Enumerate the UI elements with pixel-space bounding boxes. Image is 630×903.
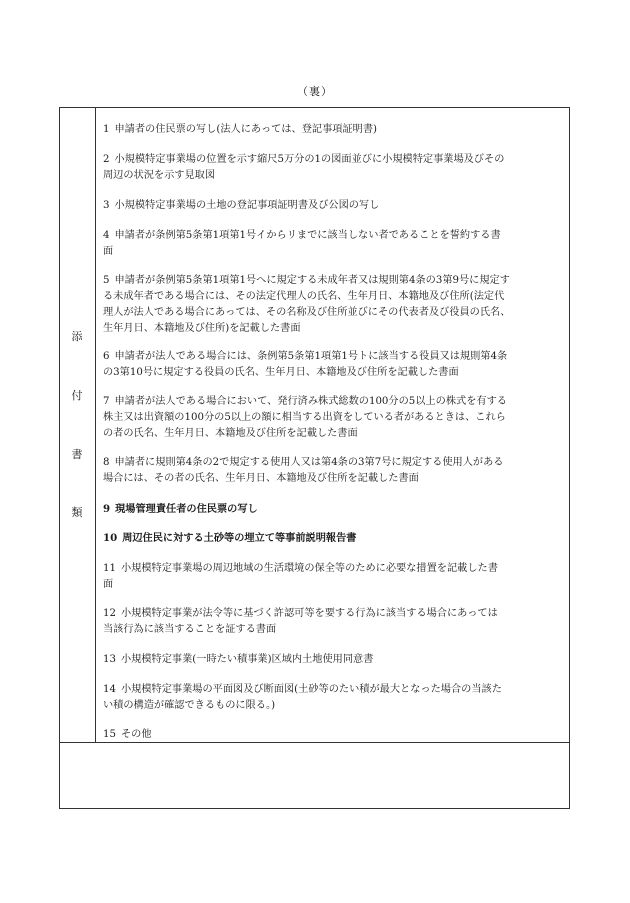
attachment-item-4 [103, 228, 565, 260]
attachment-item-10 [103, 530, 565, 546]
item-number: 8 [103, 457, 110, 468]
item-text: る未成年者である場合には、その法定代理人の氏名、生年月日、本籍地及び住所(法定代 [103, 291, 505, 302]
attachment-item-3 [103, 198, 565, 214]
item-text: の者の氏名、生年月日、本籍地及び住所を記載した書面 [103, 428, 358, 439]
item-number: 5 [103, 275, 110, 286]
attachment-item-5 [103, 273, 565, 337]
item-number: 1 [103, 124, 110, 135]
item-number: 14 [103, 684, 116, 695]
remarks-area [59, 742, 570, 808]
item-number: 7 [103, 396, 110, 407]
item-text: 申請者の住民票の写し(法人にあっては、登記事項証明書) [114, 124, 378, 135]
item-text: 小規模特定事業場の位置を示す縮尺5万分の1の図面並びに小規模特定事業場及びその [114, 154, 505, 165]
item-text: 周辺住民に対する土砂等の埋立て等事前説明報告書 [122, 532, 357, 544]
item-text: 小規模特定事業(一時たい積事業)区域内土地使用同意書 [120, 654, 374, 665]
item-text: 面 [103, 579, 114, 590]
item-text: 現場管理責任者の住民票の写し [115, 503, 258, 515]
attachment-item-14 [103, 682, 565, 714]
attachment-item-8 [103, 455, 565, 487]
attachment-item-13 [103, 652, 565, 668]
item-number: 2 [103, 154, 110, 165]
item-number: 6 [103, 351, 110, 362]
item-text: 小規模特定事業が法令等に基づく許認可等を要する行為に該当する場合にあっては [120, 608, 498, 619]
item-text: 申請者が法人である場合には、条例第5条第1項第1号トに該当する役員又は規則第4条 [114, 351, 508, 362]
item-text: 面 [103, 246, 114, 257]
item-text: 理人が法人である場合にあっては、その名称及び住所並びにその代表者及び役員の氏名、 [103, 307, 511, 318]
item-text: 周辺の状況を示す見取図 [103, 170, 216, 181]
item-text: 申請者に規則第4条の2で規定する使用人又は第4条の3第7号に規定する使用人がある [114, 457, 504, 468]
attachment-item-11 [103, 561, 565, 593]
attachment-item-6 [103, 349, 565, 381]
item-number: 3 [103, 200, 110, 211]
column-divider [95, 107, 96, 742]
item-text: その他 [120, 729, 152, 740]
item-text: 小規模特定事業場の平面図及び断面図(土砂等のたい積が最大となった場合の当該た [120, 684, 502, 695]
item-number: 12 [103, 608, 116, 619]
attachment-item-9 [103, 501, 565, 517]
item-text: 生年月日、本籍地及び住所)を記載した書面 [103, 323, 301, 334]
page-title: （裏） [297, 85, 333, 98]
item-text: 申請者が条例第5条第1項第1号へに規定する未成年者又は規則第4条の3第9号に規定す [114, 275, 510, 286]
item-number: 15 [103, 729, 116, 740]
side-label-char-3: 書 [71, 448, 83, 461]
item-text: 当該行為に該当することを証する書面 [103, 624, 277, 635]
item-number: 13 [103, 654, 116, 665]
item-text: 申請者が法人である場合において、発行済み株式総数の100分の5以上の株式を有する [114, 396, 507, 407]
attachment-item-7 [103, 394, 565, 442]
item-text: 小規模特定事業場の周辺地域の生活環境の保全等のために必要な措置を記載した書 [120, 563, 498, 574]
item-text: 場合には、その者の氏名、生年月日、本籍地及び住所を記載した書面 [103, 473, 419, 484]
attachment-item-12 [103, 606, 565, 638]
item-text: 株主又は出資額の100分の5以上の額に相当する出資をしている者があるときは、これら [103, 412, 506, 423]
attachment-item-2 [103, 152, 565, 184]
item-number: 4 [103, 230, 110, 241]
attachment-item-1 [103, 122, 565, 138]
item-text: の3第10号に規定する役員の氏名、生年月日、本籍地及び住所を記載した書面 [103, 367, 459, 378]
item-number: 11 [103, 563, 116, 574]
side-label-char-4: 類 [71, 506, 83, 519]
item-text: 申請者が条例第5条第1項第1号イからリまでに該当しない者であることを誓約する書 [114, 230, 501, 241]
item-number: 9 [103, 503, 111, 515]
item-text: い積の構造が確認できるものに限る。) [103, 700, 276, 711]
attachment-item-15 [103, 727, 565, 743]
item-text: 小規模特定事業場の土地の登記事項証明書及び公図の写し [114, 200, 380, 211]
side-label-char-2: 付 [71, 389, 83, 402]
side-label-char-1: 添 [71, 330, 83, 343]
item-number: 10 [103, 532, 118, 544]
